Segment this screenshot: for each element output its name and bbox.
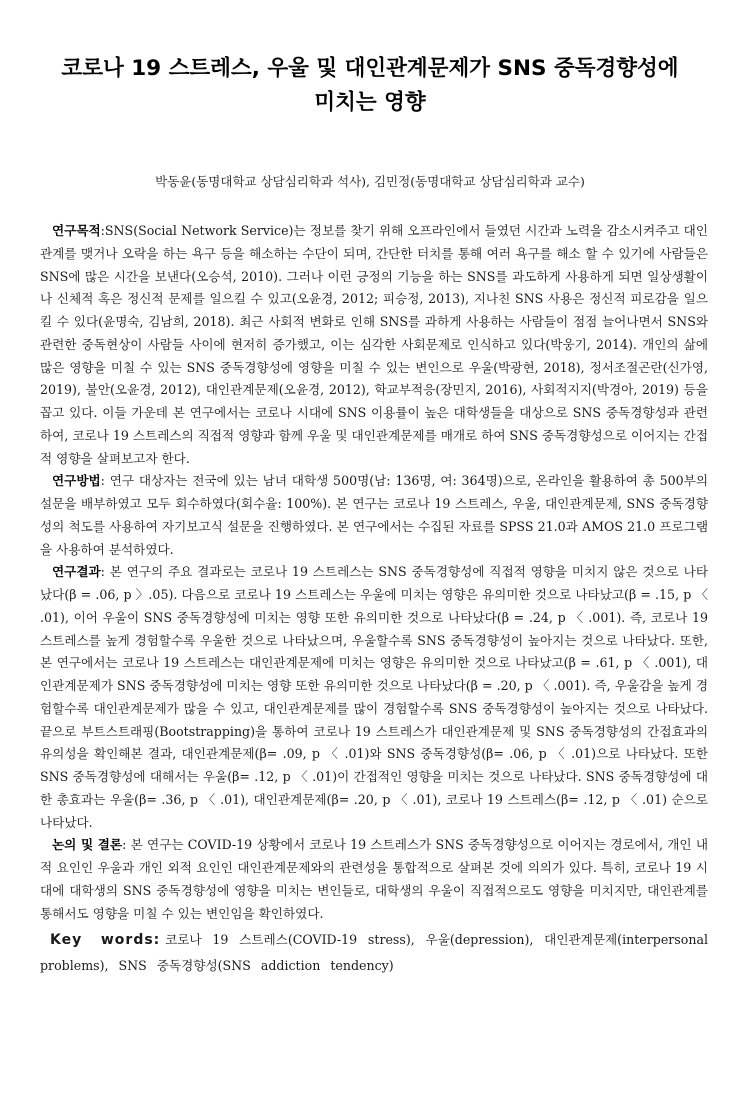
section-conclusion [40, 834, 708, 925]
section-method-text: : 연구 대상자는 전국에 있는 남녀 대학생 500명(남: 136명, 여: 364명)으로, 온라인을 활용하여 총 500부의 설문을 배부하였고 모두 회수하였다(회수율: 100%). 본 연구는 코로나 19 스트레스, 우울, 대인관계문제, SNS 중독경향성의 척도를 사용하여 자기보고식 설문을 진행하였다. 본 연구에서는 수집된 자료를 SPSS 21.0과 AMOS 21.0 프로그램을 사용하여 분석하였다. [40, 473, 708, 557]
section-results-label: 연구결과 [52, 564, 101, 580]
author-list: 박동윤(동명대학교 상담심리학과 석사), 김민정(동명대학교 상담심리학과 교수) [155, 174, 585, 189]
section-conclusion-text: : 본 연구는 COVID-19 상황에서 코로나 19 스트레스가 SNS 중독경향성으로 이어지는 경로에서, 개인 내적 요인인 우울과 개인 외적 요인인 대인관계문제와의 관련성을 통합적으로 살펴본 것에 의의가 있다. 특히, 코로나 19 시대에 대학생의 SNS 중독경향성에 영향을 미치는 변인들로, 대학생의 우울이 직접적으로도 영향을 미치지만, 대인관계를 통해서도 영향을 미칠 수 있는 변인임을 확인하였다. [40, 837, 708, 921]
abstract-body [40, 220, 708, 979]
section-results [40, 561, 708, 834]
section-purpose-label: 연구목적 [52, 223, 101, 238]
keywords-label: Key words: [50, 932, 161, 949]
section-purpose-text: :SNS(Social Network Service)는 정보를 찾기 위해 오프라인에서 들였던 시간과 노력을 감소시켜주고 대인관계를 맺거나 오락을 하는 욕구 등을 해소하는 수단이 되며, 간단한 터치를 통해 여러 욕구를 해소 할 수 있기에 사람들은 SNS에 많은 시간을 보낸다(오승석, 2010). 그러나 이런 긍정의 기능을 하는 SNS를 과도하게 사용하게 되면 일상생활이나 신체적 혹은 정신적 문제를 일으킬 수 있고(오윤경, 2012; 피승정, 2013), 지나친 SNS 사용은 정신적 피로감을 일으킬 수 있다(윤명숙, 김남희, 2018). 최근 사회적 변화로 인해 SNS를 과하게 사용하는 사람들이 점점 늘어나면서 SNS와 관련한 중독현상이 사람들 사이에 현저히 증가했고, 이는 심각한 사회문제로 인식하고 있다(박웅기, 2014). 개인의 삶에 많은 영향을 미칠 수 있는 SNS 중독경향성에 영향을 미칠 수 있는 변인으로 우울(박광현, 2018), 정서조절곤란(신가영, 2019), 불안(오윤경, 2012), 대인관계문제(오윤경, 2012), 학교부적응(장민지, 2016), 사회적지지(박경아, 2019) 등을 꼽고 있다. 이들 가운데 본 연구에서는 코로나 시대에 SNS 이용률이 높은 대학생들을 대상으로 SNS 중독경향성과 관련하여, 코로나 19 스트레스의 직접적 영향과 함께 우울 및 대인관계문제를 매개로 하여 SNS 중독경향성으로 이어지는 간접적 영향을 살펴보고자 한다. [40, 223, 708, 466]
section-results-text: : 본 연구의 주요 결과로는 코로나 19 스트레스는 SNS 중독경향성에 직접적 영향을 미치지 않은 것으로 나타났다(β = .06, p 〉.05). 다음으로 코로나 19 스트레스는 우울에 미치는 영향은 유의미한 것으로 나타났고(β = .15, p 〈 .01), 이어 우울이 SNS 중독경향성에 미치는 영향 또한 유의미한 것으로 나타났다(β = .24, p 〈 .001). 즉, 코로나 19 스트레스를 높게 경험할수록 우울한 것으로 나타났으며, 우울할수록 SNS 중독경향성이 높아지는 것으로 나타났다. 또한, 본 연구에서는 코로나 19 스트레스는 대인관계문제에 미치는 영향은 유의미한 것으로 나타났고(β = .61, p 〈 .001), 대인관계문제가 SNS 중독경향성에 미치는 영향 또한 유의미한 것으로 나타났다(β = .20, p 〈 .001). 즉, 우울감을 높게 경험할수록 대인관계문제가 많을 수 있고, 대인관계문제를 많이 경험할수록 SNS 중독경향성이 높아지는 것으로 나타났다. 끝으로 부트스트래핑(Bootstrapping)을 통하여 코로나 19 스트레스가 대인관계문제 및 SNS 중독경향성의 간접효과의 유의성을 확인해본 결과, 대인관계문제(β= .09, p 〈 .01)와 SNS 중독경향성(β= .06, p 〈 .01)으로 나타났다. 또한 SNS 중독경향성에 대해서는 우울(β= .12, p 〈 .01)이 간접적인 영향을 미치는 것으로 나타났다. SNS 중독경향성에 대한 총효과는 우울(β= .36, p 〈 .01), 대인관계문제(β= .20, p 〈 .01), 코로나 19 스트레스(β= .12, p 〈 .01) 순으로 나타났다. [40, 564, 708, 830]
section-method [40, 470, 708, 561]
section-keywords [40, 927, 708, 979]
title-line-2: 미치는 영향 [314, 90, 426, 115]
title-line-1: 코로나 19 스트레스, 우울 및 대인관계문제가 SNS 중독경향성에 [61, 56, 679, 81]
section-method-label: 연구방법 [52, 473, 101, 489]
paper-title [20, 52, 720, 120]
section-purpose [40, 220, 708, 470]
keywords-text: 코로나 19 스트레스(COVID-19 stress), 우울(depression), 대인관계문제(interpersonal problems), SNS 중독경향성(SNS addiction tendency) [40, 932, 708, 974]
section-conclusion-label: 논의 및 결론 [52, 837, 123, 853]
